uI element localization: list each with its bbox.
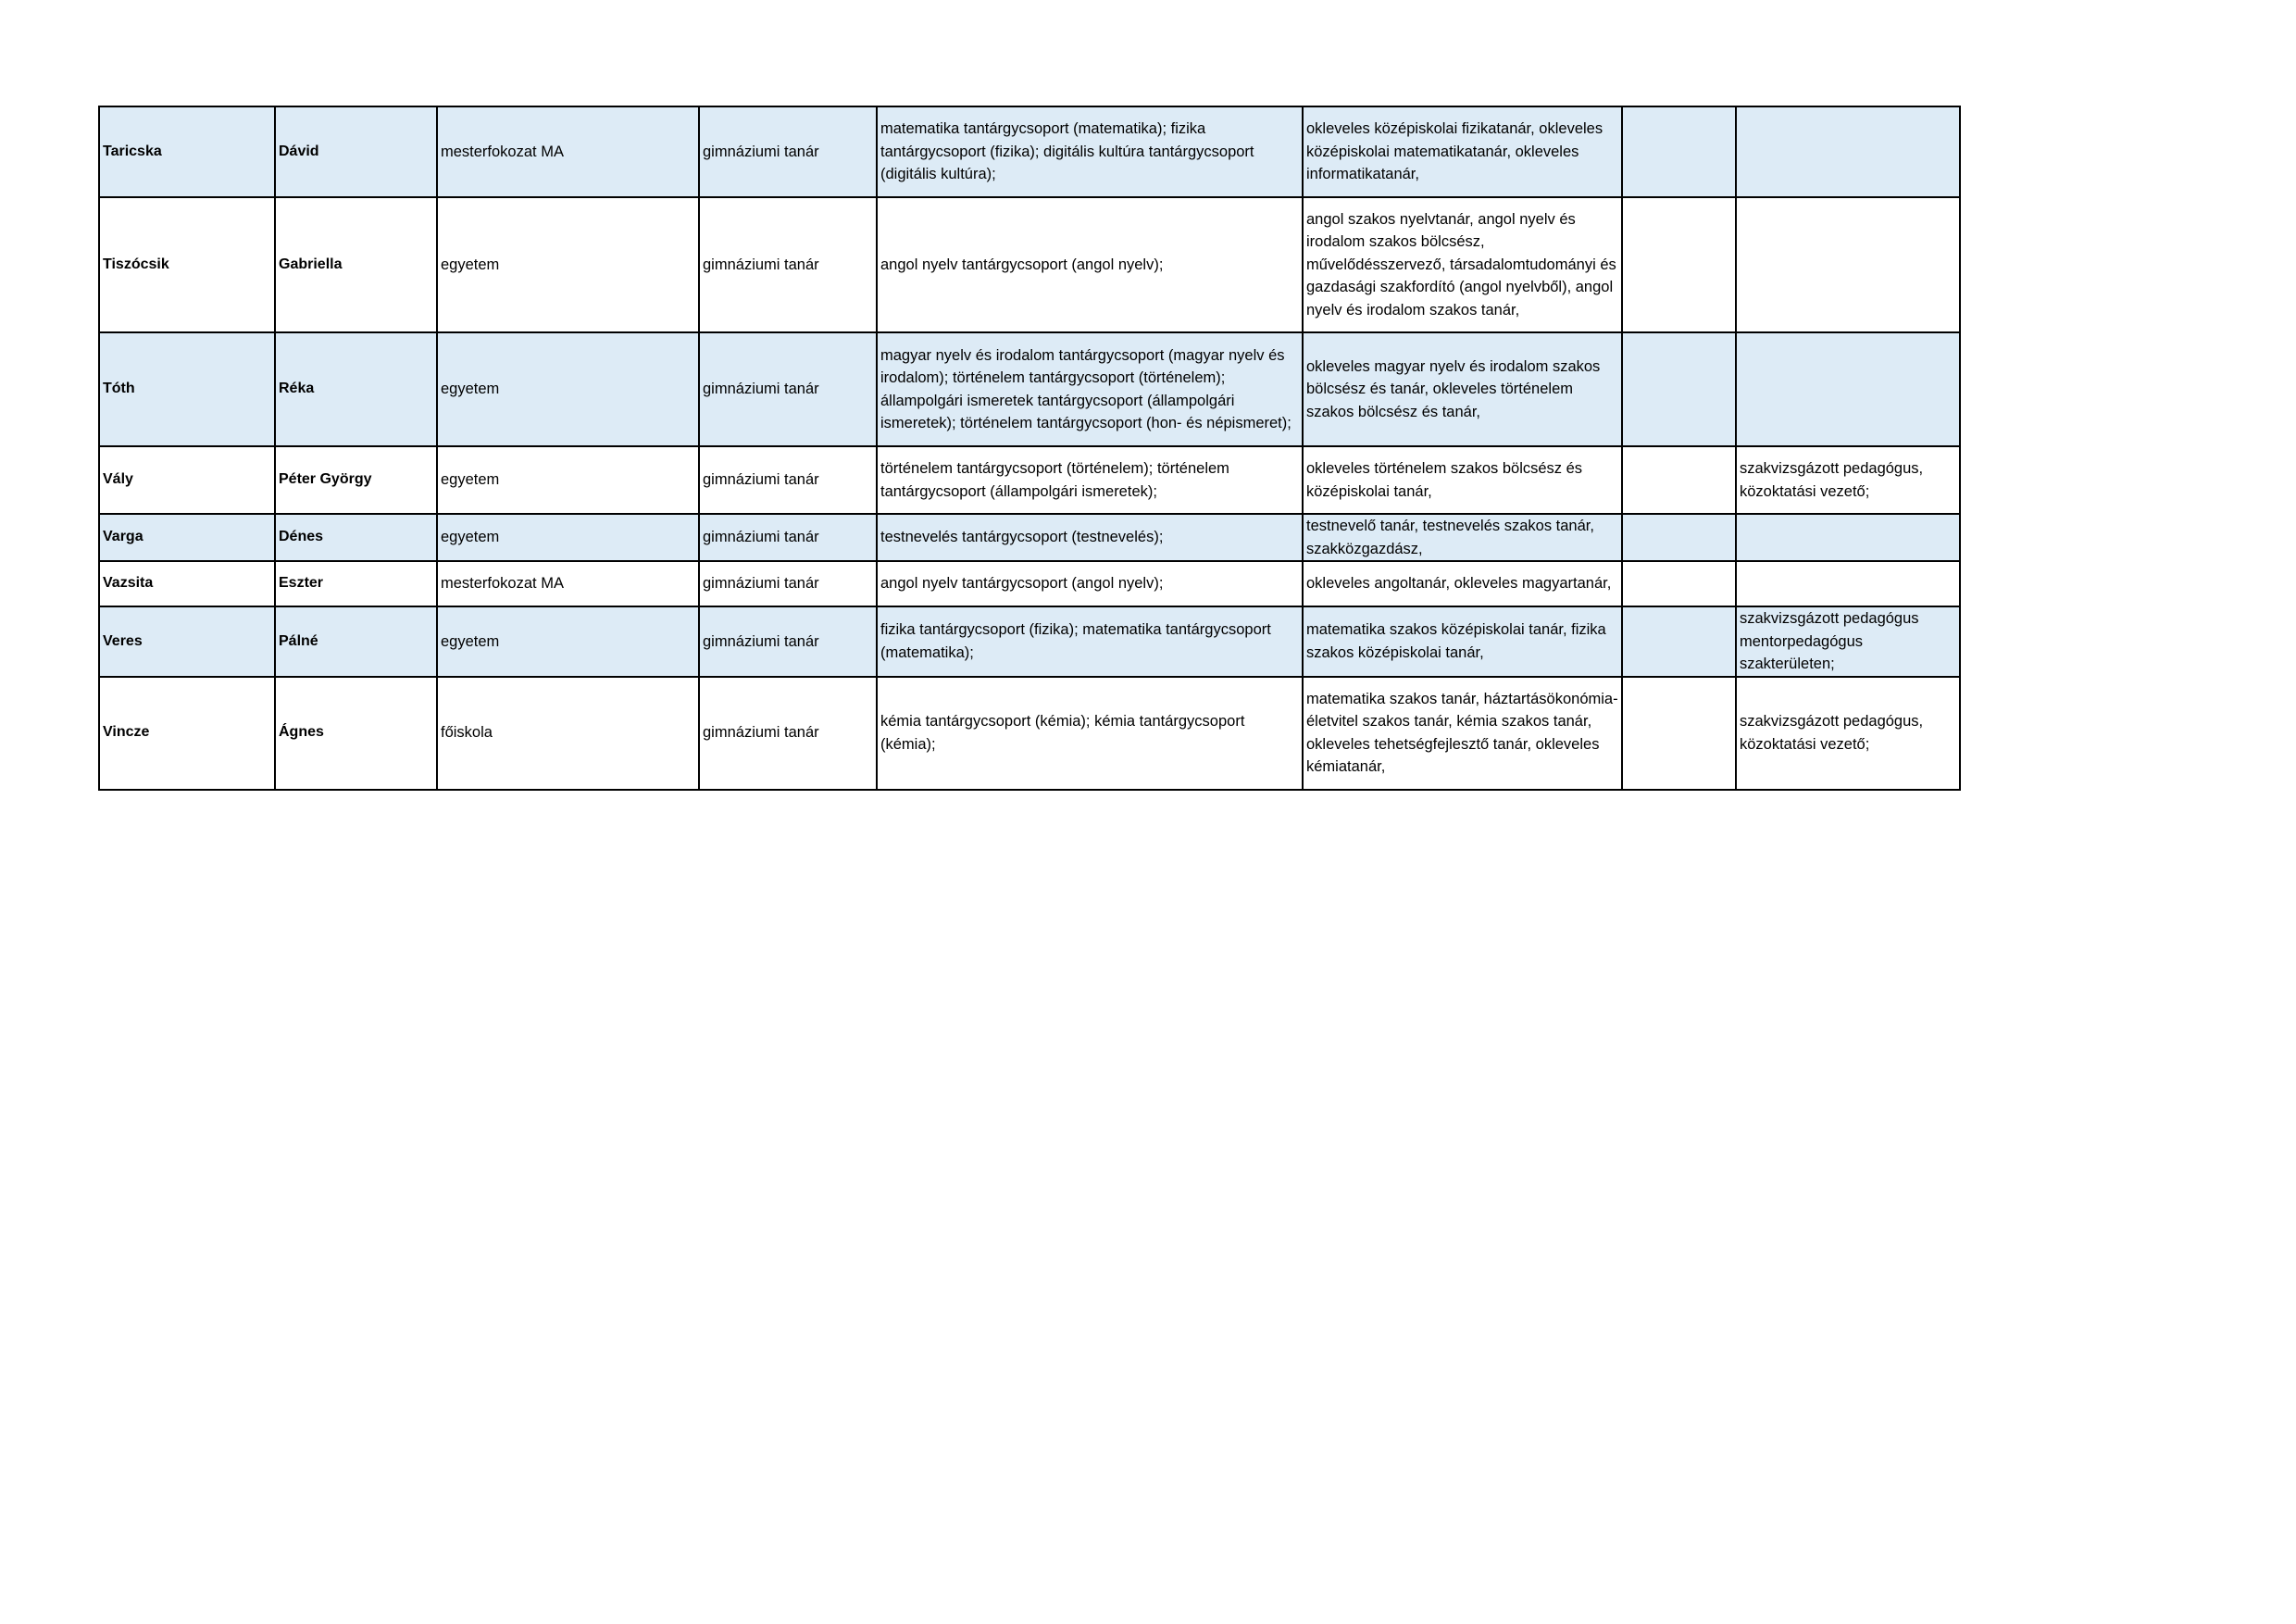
position-cell: gimnáziumi tanár xyxy=(699,446,877,514)
surname-cell: Vazsita xyxy=(99,561,275,606)
staff-table xyxy=(98,106,1961,791)
position-cell: gimnáziumi tanár xyxy=(699,677,877,790)
table-body xyxy=(99,106,1960,790)
subjects-cell: angol nyelv tantárgycsoport (angol nyelv); xyxy=(877,197,1303,332)
extra-qualification-cell xyxy=(1736,106,1960,197)
empty-cell xyxy=(1622,446,1736,514)
empty-cell xyxy=(1622,514,1736,561)
qualification-level-cell: egyetem xyxy=(437,332,699,446)
empty-cell xyxy=(1622,332,1736,446)
qualification-level-cell: főiskola xyxy=(437,677,699,790)
extra-qualification-cell xyxy=(1736,514,1960,561)
table-row xyxy=(99,332,1960,446)
degrees-cell: matematika szakos középiskolai tanár, fizika szakos középiskolai tanár, xyxy=(1303,606,1622,677)
empty-cell xyxy=(1622,561,1736,606)
degrees-cell: okleveles angoltanár, okleveles magyartanár, xyxy=(1303,561,1622,606)
given-name-cell: Ágnes xyxy=(275,677,437,790)
surname-cell: Tóth xyxy=(99,332,275,446)
given-name-cell: Réka xyxy=(275,332,437,446)
given-name-cell: Pálné xyxy=(275,606,437,677)
table-row xyxy=(99,514,1960,561)
position-cell: gimnáziumi tanár xyxy=(699,514,877,561)
surname-cell: Varga xyxy=(99,514,275,561)
degrees-cell: matematika szakos tanár, háztartásökonómia-életvitel szakos tanár, kémia szakos tanár, okleveles tehetségfejlesztő tanár, okleveles kémiatanár, xyxy=(1303,677,1622,790)
extra-qualification-cell xyxy=(1736,197,1960,332)
table-row xyxy=(99,561,1960,606)
degrees-cell: angol szakos nyelvtanár, angol nyelv és irodalom szakos bölcsész, művelődésszervező, társadalomtudományi és gazdasági szakfordító (angol nyelvből), angol nyelv és irodalom szakos tanár, xyxy=(1303,197,1622,332)
table-row xyxy=(99,197,1960,332)
given-name-cell: Eszter xyxy=(275,561,437,606)
given-name-cell: Dénes xyxy=(275,514,437,561)
surname-cell: Veres xyxy=(99,606,275,677)
given-name-cell: Péter György xyxy=(275,446,437,514)
qualification-level-cell: egyetem xyxy=(437,514,699,561)
extra-qualification-cell: szakvizsgázott pedagógus mentorpedagógus szakterületen; xyxy=(1736,606,1960,677)
table-row xyxy=(99,106,1960,197)
surname-cell: Tiszócsik xyxy=(99,197,275,332)
extra-qualification-cell: szakvizsgázott pedagógus, közoktatási vezető; xyxy=(1736,446,1960,514)
degrees-cell: testnevelő tanár, testnevelés szakos tanár, szakközgazdász, xyxy=(1303,514,1622,561)
subjects-cell: matematika tantárgycsoport (matematika); fizika tantárgycsoport (fizika); digitális kultúra tantárgycsoport (digitális kultúra); xyxy=(877,106,1303,197)
empty-cell xyxy=(1622,197,1736,332)
subjects-cell: fizika tantárgycsoport (fizika); matematika tantárgycsoport (matematika); xyxy=(877,606,1303,677)
surname-cell: Taricska xyxy=(99,106,275,197)
subjects-cell: magyar nyelv és irodalom tantárgycsoport (magyar nyelv és irodalom); történelem tantárgycsoport (történelem); állampolgári ismeretek tantárgycsoport (állampolgári ismeretek); történelem tantárgycsoport (hon- és népismeret); xyxy=(877,332,1303,446)
empty-cell xyxy=(1622,677,1736,790)
subjects-cell: történelem tantárgycsoport (történelem); történelem tantárgycsoport (állampolgári ismeretek); xyxy=(877,446,1303,514)
empty-cell xyxy=(1622,606,1736,677)
qualification-level-cell: mesterfokozat MA xyxy=(437,561,699,606)
position-cell: gimnáziumi tanár xyxy=(699,561,877,606)
extra-qualification-cell xyxy=(1736,561,1960,606)
extra-qualification-cell: szakvizsgázott pedagógus, közoktatási vezető; xyxy=(1736,677,1960,790)
extra-qualification-cell xyxy=(1736,332,1960,446)
qualification-level-cell: egyetem xyxy=(437,446,699,514)
position-cell: gimnáziumi tanár xyxy=(699,106,877,197)
subjects-cell: angol nyelv tantárgycsoport (angol nyelv); xyxy=(877,561,1303,606)
position-cell: gimnáziumi tanár xyxy=(699,197,877,332)
qualification-level-cell: mesterfokozat MA xyxy=(437,106,699,197)
degrees-cell: okleveles történelem szakos bölcsész és középiskolai tanár, xyxy=(1303,446,1622,514)
surname-cell: Vincze xyxy=(99,677,275,790)
qualification-level-cell: egyetem xyxy=(437,197,699,332)
subjects-cell: testnevelés tantárgycsoport (testnevelés); xyxy=(877,514,1303,561)
empty-cell xyxy=(1622,106,1736,197)
subjects-cell: kémia tantárgycsoport (kémia); kémia tantárgycsoport (kémia); xyxy=(877,677,1303,790)
given-name-cell: Gabriella xyxy=(275,197,437,332)
degrees-cell: okleveles magyar nyelv és irodalom szakos bölcsész és tanár, okleveles történelem szakos bölcsész és tanár, xyxy=(1303,332,1622,446)
qualification-level-cell: egyetem xyxy=(437,606,699,677)
given-name-cell: Dávid xyxy=(275,106,437,197)
position-cell: gimnáziumi tanár xyxy=(699,606,877,677)
degrees-cell: okleveles középiskolai fizikatanár, okleveles középiskolai matematikatanár, okleveles informatikatanár, xyxy=(1303,106,1622,197)
table-row xyxy=(99,677,1960,790)
position-cell: gimnáziumi tanár xyxy=(699,332,877,446)
surname-cell: Vály xyxy=(99,446,275,514)
table-row xyxy=(99,606,1960,677)
table-row xyxy=(99,446,1960,514)
